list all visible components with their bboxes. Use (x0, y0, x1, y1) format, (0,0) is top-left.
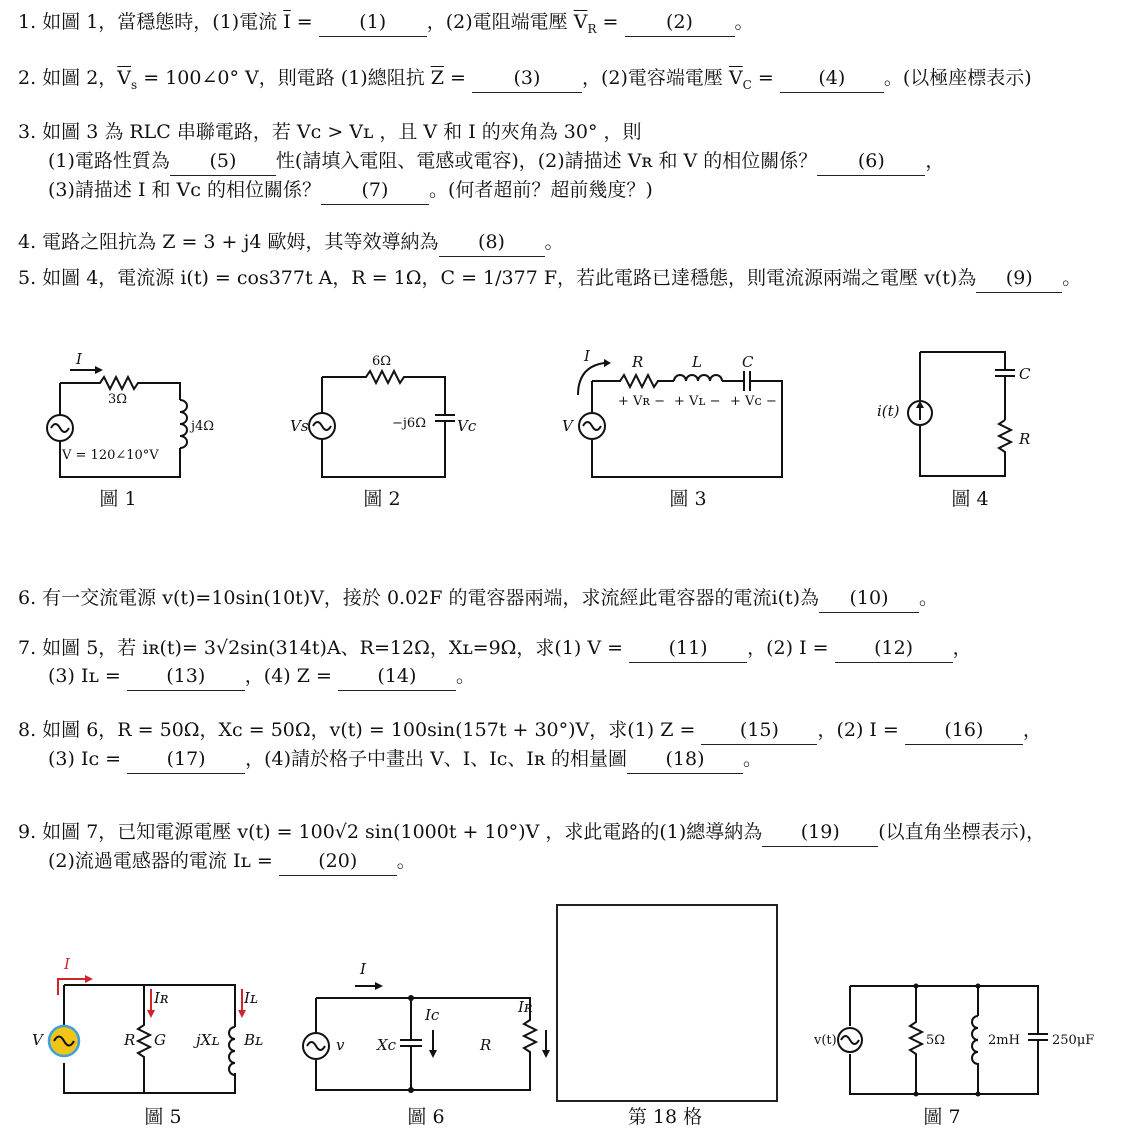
question-9-line-1 (18, 818, 1045, 847)
fig7-r-label: 5Ω (926, 1033, 946, 1048)
fig6-r-label: R (480, 1036, 492, 1054)
blank-8[interactable]: (8) (439, 228, 545, 257)
fig3-vr-label: + Vʀ − (618, 394, 665, 409)
q4-end: 。 (544, 231, 564, 253)
fig4-c-label: C (1019, 365, 1031, 383)
q2-mid: ，(2)電容端電壓 (581, 67, 729, 89)
fig2-c-label: −j6Ω (392, 416, 426, 431)
figure-5-circuit (30, 955, 280, 1105)
question-8-line-1 (18, 716, 1042, 745)
blank-11[interactable]: (11) (629, 634, 747, 663)
q8-text-1: 8. 如圖 6，R = 50Ω，Xᴄ = 50Ω，v(t) = 100sin(157t + 30°)V，求(1) Z = (18, 719, 702, 741)
q7-text-2: (3) Iʟ = (48, 665, 127, 687)
q3-text-2b: 性(請填入電阻、電感或電容)，(2)請描述 Vʀ 和 V 的相位關係？ (275, 150, 818, 172)
fig6-i-label: I (360, 960, 366, 978)
blank-12[interactable]: (12) (835, 634, 953, 663)
figure-6-circuit (300, 960, 550, 1100)
q7-mid-1: ，(2) I = (747, 637, 835, 659)
q2-phasor-z: $\overline{Z}$ (430, 67, 444, 89)
fig6-ic-label: Ic (425, 1006, 440, 1024)
q8-mid-1: ，(2) I = (817, 719, 905, 741)
q6-end: 。 (919, 587, 939, 609)
q7-end-1: ， (952, 637, 972, 659)
fig5-i-label: I (64, 955, 70, 973)
figure-1-circuit (40, 350, 215, 485)
fig1-caption: 圖 1 (99, 488, 137, 510)
blank-2[interactable]: (2) (625, 8, 735, 37)
blank-18[interactable]: (18) (627, 745, 743, 774)
q3-text-1: 3. 如圖 3 為 RLC 串聯電路，若 Vᴄ > Vʟ ，且 V 和 I 的夾角為 30° ，則 (18, 121, 642, 143)
grid18-caption: 第 18 格 (627, 1106, 703, 1128)
blank-9[interactable]: (9) (976, 264, 1062, 293)
fig1-l-label: j4Ω (191, 419, 215, 434)
fig7-caption: 圖 7 (923, 1106, 961, 1128)
q9-text-2: (2)流過電感器的電流 Iʟ = (48, 850, 279, 872)
blank-19[interactable]: (19) (762, 818, 878, 847)
blank-13[interactable]: (13) (127, 662, 245, 691)
fig5-bl-label: Bʟ (244, 1031, 264, 1049)
blank-10[interactable]: (10) (819, 584, 919, 613)
question-9-line-2 (48, 847, 416, 876)
fig3-vc-label: + Vᴄ − (730, 394, 777, 409)
fig5-v-label: V (32, 1031, 43, 1049)
q2-eq: = (443, 67, 472, 89)
q1-text-2: ，(2)電阻端電壓 (426, 11, 574, 33)
q5-end: 。 (1062, 267, 1082, 289)
blank-14[interactable]: (14) (338, 662, 456, 691)
q2-sub: s (131, 77, 138, 92)
blank-1[interactable]: (1) (319, 8, 427, 37)
blank-15[interactable]: (15) (701, 716, 817, 745)
fig1-source-label: V = 120∠10°V (62, 448, 159, 463)
q7-end-2: 。 (455, 665, 475, 687)
q1-text: 1. 如圖 1，當穩態時，(1)電流 (18, 11, 284, 33)
q1-eq2: = (596, 11, 625, 33)
q6-text: 6. 有一交流電源 v(t)=10sin(10t)V，接於 0.02F 的電容器兩端，求流經此電容器的電流i(t)為 (18, 587, 820, 609)
fig5-il-label: Iʟ (244, 989, 259, 1007)
q4-text: 4. 電路之阻抗為 Z = 3 + j4 歐姆，其等效導納為 (18, 231, 439, 253)
figure-2-circuit (290, 354, 477, 485)
q9-end-2: 。 (396, 850, 416, 872)
fig5-caption: 圖 5 (144, 1106, 182, 1128)
blank-17[interactable]: (17) (127, 745, 245, 774)
q1-end: 。 (734, 11, 754, 33)
q1-eq: = (290, 11, 319, 33)
q5-text: 5. 如圖 4，電流源 i(t) = cos377t A，R = 1Ω，C = 1/377 F，若此電路已達穩態，則電流源兩端之電壓 v(t)為 (18, 267, 977, 289)
fig3-vl-label: + Vʟ − (674, 394, 721, 409)
fig3-r-label: R (632, 353, 644, 371)
figure-3-circuit (562, 347, 790, 485)
fig2-vc-label: Vc (457, 417, 477, 435)
fig3-l-label: L (692, 353, 702, 371)
blank-5[interactable]: (5) (170, 147, 276, 176)
question-1 (18, 8, 754, 43)
question-3-line-3 (48, 176, 653, 205)
fig6-caption: 圖 6 (407, 1106, 445, 1128)
fig4-src-label: i(t) (877, 402, 900, 420)
answer-grid-18[interactable] (556, 904, 778, 1102)
fig2-r-label: 6Ω (372, 354, 392, 369)
q8-mid-2: ，(4)請於格子中畫出 V、I、Ic、Iʀ 的相量圖 (245, 748, 628, 770)
q3-text-3b: 。(何者超前？超前幾度？) (428, 179, 653, 201)
q3-text-3a: (3)請描述 I 和 Vᴄ 的相位關係？ (48, 179, 321, 201)
fig5-xl-label: jXʟ (196, 1031, 220, 1049)
fig1-current-label: I (76, 350, 82, 368)
q1-phasor-v: $\overline{V}$ (573, 11, 588, 33)
fig6-v-label: v (336, 1036, 345, 1054)
fig3-caption: 圖 3 (669, 488, 707, 510)
blank-16[interactable]: (16) (905, 716, 1023, 745)
question-4 (18, 228, 564, 257)
fig2-caption: 圖 2 (363, 488, 401, 510)
question-3-line-2 (48, 147, 944, 176)
q9-end-1: (以直角坐標表示)， (878, 821, 1046, 843)
fig3-c-label: C (742, 353, 754, 371)
q8-end-1: ， (1022, 719, 1042, 741)
blank-4[interactable]: (4) (780, 64, 884, 93)
q2-phasor-vc: $\overline{V}$ (728, 67, 743, 89)
q2-sub-c: C (742, 77, 752, 92)
fig1-r-label: 3Ω (108, 392, 128, 407)
fig5-ir-label: Iʀ (154, 989, 169, 1007)
blank-3[interactable]: (3) (472, 64, 582, 93)
fig5-r-label: R (124, 1031, 136, 1049)
blank-20[interactable]: (20) (279, 847, 397, 876)
q2-phasor-v: $\overline{V}$ (117, 67, 132, 89)
q3-text-2c: ， (925, 150, 945, 172)
q1-phasor-i: $\overline{I}$ (283, 11, 291, 33)
q8-text-2: (3) Iᴄ = (48, 748, 128, 770)
figure-4-circuit (877, 348, 1035, 483)
fig7-l-label: 2mH (988, 1033, 1020, 1048)
fig4-caption: 圖 4 (951, 488, 989, 510)
q3-text-2a: (1)電路性質為 (48, 150, 170, 172)
fig6-xc-label: Xc (377, 1036, 397, 1054)
q8-end-2: 。 (743, 748, 763, 770)
fig7-src-label: v(t) (814, 1033, 837, 1048)
q2-end: 。(以極座標表示) (883, 67, 1032, 89)
fig4-r-label: R (1019, 430, 1031, 448)
fig3-v-label: V (562, 417, 573, 435)
figure-7-circuit (810, 978, 1095, 1098)
q2-text: 2. 如圖 2， (18, 67, 118, 89)
question-8-line-2 (48, 745, 762, 774)
q7-text-1: 7. 如圖 5，若 iʀ(t)= 3√2sin(314t)A、R=12Ω，Xʟ=9Ω，求(1) V = (18, 637, 630, 659)
q2-eq2: = (751, 67, 780, 89)
fig5-g-label: G (154, 1031, 166, 1049)
q9-text-1: 9. 如圖 7，已知電源電壓 v(t) = 100√2 sin(1000t + 10°)V ，求此電路的(1)總導納為 (18, 821, 763, 843)
fig3-current-label: I (584, 347, 590, 365)
fig6-ir-label: Iʀ (518, 998, 533, 1016)
question-6 (18, 584, 938, 613)
question-7-line-2 (48, 662, 475, 691)
blank-7[interactable]: (7) (321, 176, 429, 205)
question-7-line-1 (18, 634, 972, 663)
q2-val: = 100∠0° V，則電路 (1)總阻抗 (137, 67, 431, 89)
question-3-line-1 (18, 118, 642, 146)
question-5 (18, 264, 1081, 293)
fig2-vs-label: Vs (290, 417, 309, 435)
q1-sub: R (587, 21, 597, 36)
fig7-c-label: 250μF (1052, 1033, 1095, 1048)
question-2 (18, 64, 1032, 99)
blank-6[interactable]: (6) (817, 147, 925, 176)
q7-mid-2: ，(4) Z = (244, 665, 338, 687)
